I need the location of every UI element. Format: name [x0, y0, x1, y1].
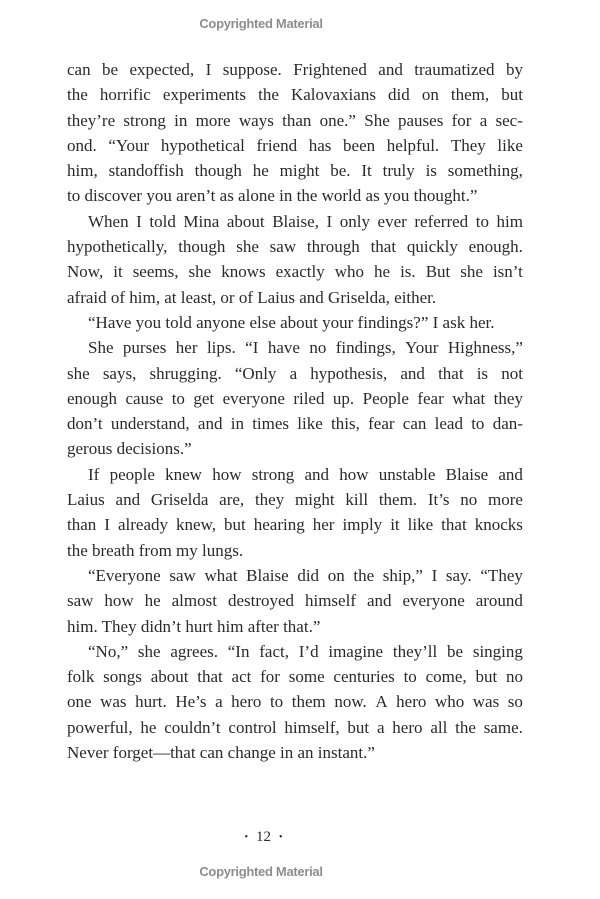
text-line: she says, shrugging. “Only a hypothesis, and that is not: [67, 363, 523, 383]
text-line: than I already knew, but hearing her imply it like that knocks: [67, 515, 523, 535]
page-number: 12: [256, 829, 271, 845]
page-number-dot-right: •: [279, 831, 283, 843]
text-line: “Have you told anyone else about your findings?” I ask her.: [88, 312, 495, 332]
text-line: enough cause to get everyone riled up. People fear what they: [67, 388, 523, 408]
text-line: Laius and Griselda are, they might kill them. It’s no more: [67, 490, 523, 510]
text-line: She purses her lips. “I have no findings, Your Highness,”: [88, 338, 523, 358]
text-line: saw how he almost destroyed himself and everyone around: [67, 591, 523, 611]
text-line: gerous decisions.”: [67, 439, 192, 459]
paragraph: [67, 335, 523, 461]
text-line: Never forget—that can change in an instant.”: [67, 743, 375, 763]
body-text: [67, 57, 523, 765]
text-line: one was hurt. He’s a hero to them now. A hero who was so: [67, 692, 523, 712]
text-line: him, standoffish though he might be. It truly is something,: [67, 161, 523, 181]
text-line: the breath from my lungs.: [67, 540, 244, 560]
text-line: can be expected, I suppose. Frightened and traumatized by: [67, 60, 523, 79]
text-line: If people knew how strong and how unstable Blaise and: [88, 464, 523, 484]
paragraph: [67, 563, 523, 639]
paragraph: [67, 209, 523, 310]
text-line: him. They didn’t hurt him after that.”: [67, 616, 321, 636]
paragraph: [67, 462, 523, 563]
text-line: folk songs about that act for some centuries to come, but no: [67, 667, 523, 687]
text-line: afraid of him, at least, or of Laius and Griselda, either.: [67, 287, 437, 307]
page-number-row: [0, 829, 527, 846]
text-line: “No,” she agrees. “In fact, I’d imagine they’ll be singing: [88, 641, 523, 661]
paragraph: [67, 57, 523, 209]
text-line: to discover you aren’t as alone in the world as you thought.”: [67, 186, 478, 206]
paragraph: [67, 639, 523, 765]
text-line: “Everyone saw what Blaise did on the ship,” I say. “They: [88, 565, 523, 585]
text-line: When I told Mina about Blaise, I only ever referred to him: [88, 211, 523, 231]
header-copyright-notice: Copyrighted Material: [199, 16, 323, 31]
paragraph: [67, 310, 523, 335]
text-line: powerful, he couldn’t control himself, but a hero all the same.: [67, 717, 523, 737]
text-line: the horrific experiments the Kalovaxians did on them, but: [67, 85, 523, 105]
text-line: ond. “Your hypothetical friend has been helpful. They like: [67, 135, 523, 155]
text-line: Now, it seems, she knows exactly who he is. But she isn’t: [67, 262, 523, 282]
text-line: hypothetically, though she saw through that quickly enough.: [67, 237, 523, 257]
footer-copyright-notice: Copyrighted Material: [199, 864, 323, 879]
text-line: don’t understand, and in times like this, fear can lead to dan-: [67, 414, 523, 434]
text-line: they’re strong in more ways than one.” She pauses for a sec-: [67, 110, 523, 130]
page-number-dot-left: •: [244, 831, 248, 843]
